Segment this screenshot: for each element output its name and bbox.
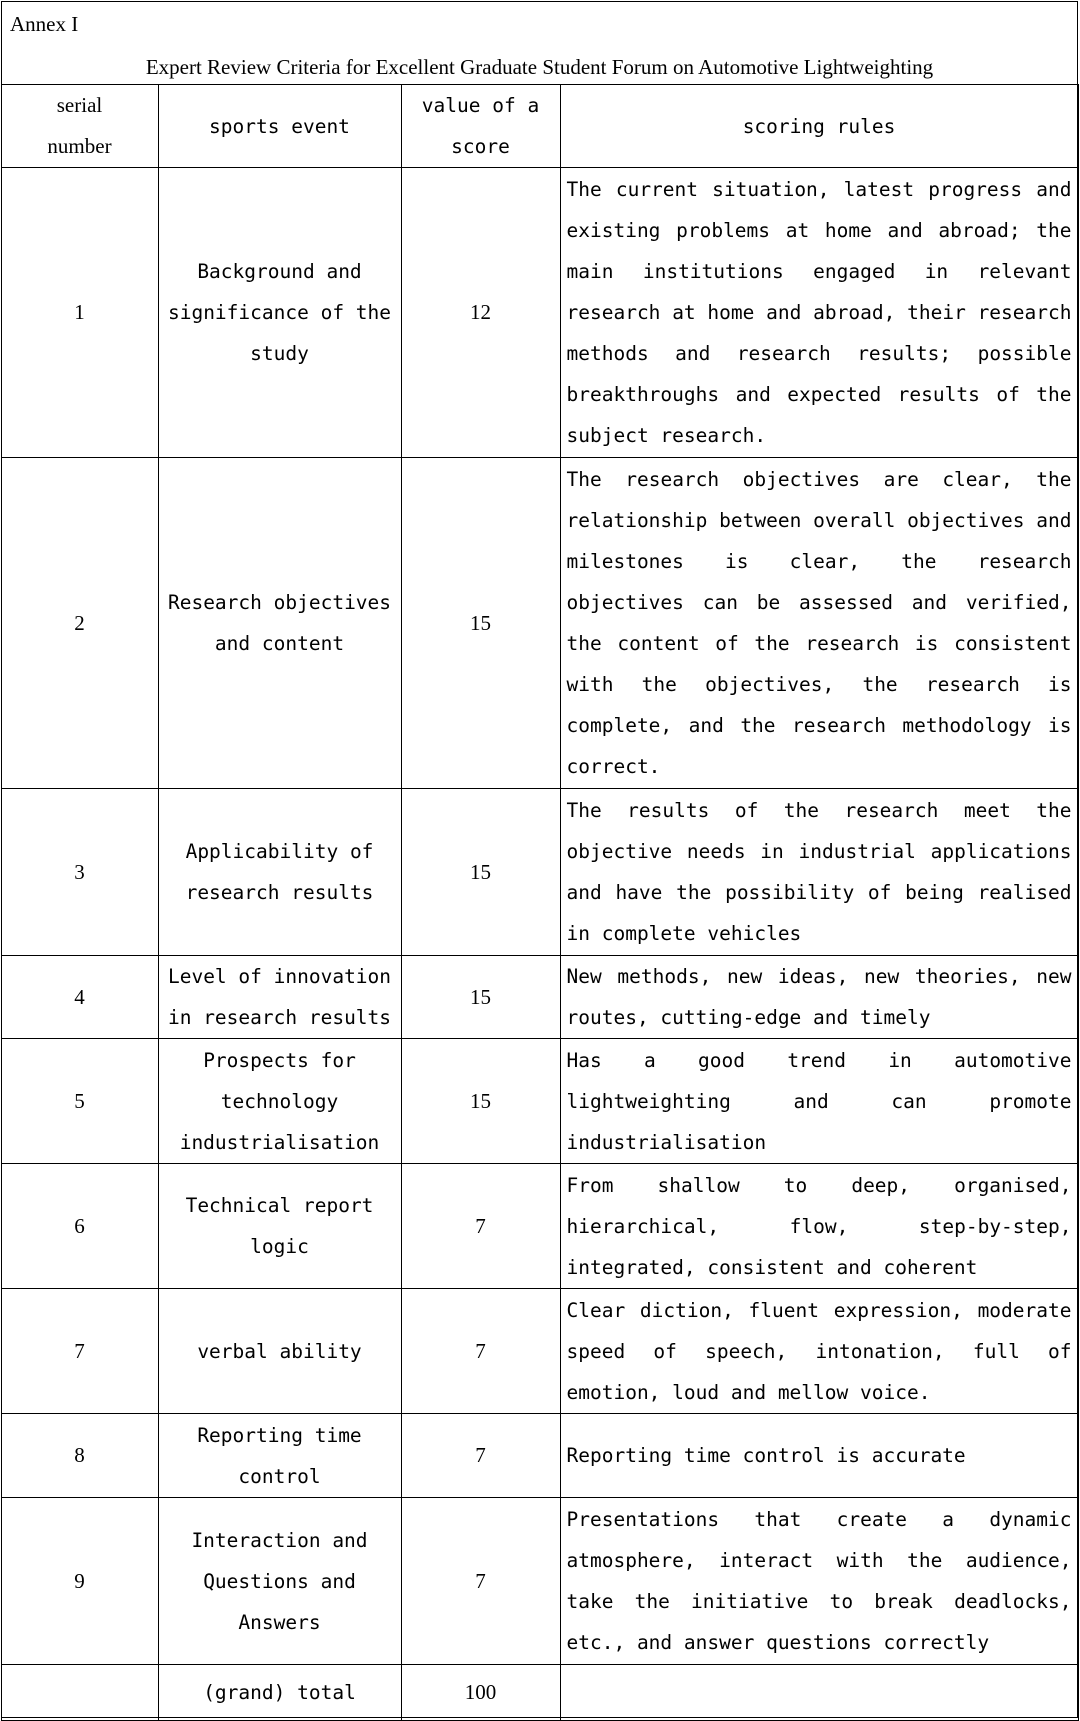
serial-cell: 9 [1, 1498, 158, 1665]
rules-cell: Clear diction, fluent expression, moderate speed of speech, intonation, full of emotion, loud and mellow voice. [560, 1289, 1078, 1414]
rules-cell: Presentations that create a dynamic atmosphere, interact with the audience, take the initiative to break deadlocks, etc., and answer questions correctly [560, 1498, 1078, 1665]
total-row [1, 1665, 1078, 1721]
rules-cell: New methods, new ideas, new theories, new routes, cutting-edge and timely [560, 956, 1078, 1039]
header-serial-line1: serial [56, 93, 103, 117]
serial-cell: 6 [1, 1164, 158, 1289]
score-cell: 15 [401, 1039, 560, 1164]
header-serial-number [1, 85, 158, 168]
table-row [1, 1039, 1078, 1164]
document-page [1, 1, 1078, 1718]
score-cell: 7 [401, 1164, 560, 1289]
event-cell: Applicability of research results [158, 789, 401, 956]
serial-cell: 2 [1, 458, 158, 789]
annex-label: Annex I [10, 12, 79, 36]
rules-cell: The current situation, latest progress and existing problems at home and abroad; the main institutions engaged in relevant research at home and abroad, their research methods and research results; possible breakthroughs and expected results of the subject research. [560, 168, 1078, 458]
event-cell: verbal ability [158, 1289, 401, 1414]
event-cell: Reporting time control [158, 1414, 401, 1498]
header-sports-event: sports event [158, 85, 401, 168]
event-cell: Prospects for technology industrialisation [158, 1039, 401, 1164]
score-cell: 15 [401, 956, 560, 1039]
header-value-of-score [401, 85, 560, 168]
header-serial-line2: number [47, 134, 112, 158]
event-cell: Interaction and Questions and Answers [158, 1498, 401, 1665]
table-row [1, 1289, 1078, 1414]
serial-cell: 8 [1, 1414, 158, 1498]
serial-cell: 3 [1, 789, 158, 956]
serial-cell: 1 [1, 168, 158, 458]
score-cell: 7 [401, 1414, 560, 1498]
rules-cell: The research objectives are clear, the relationship between overall objectives and milestones is clear, the research objectives can be assessed and verified, the content of the research is consistent with the objectives, the research is complete, and the research methodology is correct. [560, 458, 1078, 789]
header-value-line1: value of a [421, 94, 540, 117]
score-cell: 12 [401, 168, 560, 458]
table-row [1, 789, 1078, 956]
event-cell: Technical report logic [158, 1164, 401, 1289]
total-score-cell: 100 [401, 1665, 560, 1721]
table-row [1, 1498, 1078, 1665]
table-header-row [1, 85, 1078, 168]
rules-cell: From shallow to deep, organised, hierarchical, flow, step-by-step, integrated, consistent and coherent [560, 1164, 1078, 1289]
event-cell: Background and significance of the study [158, 168, 401, 458]
score-cell: 15 [401, 789, 560, 956]
header-value-line2: score [451, 135, 510, 158]
rules-cell: Reporting time control is accurate [560, 1414, 1078, 1498]
score-cell: 7 [401, 1289, 560, 1414]
table-row [1, 956, 1078, 1039]
serial-cell: 4 [1, 956, 158, 1039]
score-cell: 15 [401, 458, 560, 789]
event-cell: Level of innovation in research results [158, 956, 401, 1039]
table-row [1, 168, 1078, 458]
event-cell: Research objectives and content [158, 458, 401, 789]
page-title: Expert Review Criteria for Excellent Graduate Student Forum on Automotive Lightweighting [145, 55, 934, 79]
serial-cell: 5 [1, 1039, 158, 1164]
rules-cell: The results of the research meet the objective needs in industrial applications and have the possibility of being realised in complete vehicles [560, 789, 1078, 956]
header-scoring-rules: scoring rules [560, 85, 1078, 168]
total-rules-cell [560, 1665, 1078, 1721]
rules-cell: Has a good trend in automotive lightweighting and can promote industrialisation [560, 1039, 1078, 1164]
total-serial-cell [1, 1665, 158, 1721]
total-label-cell: (grand) total [158, 1665, 401, 1721]
score-cell: 7 [401, 1498, 560, 1665]
table-row [1, 458, 1078, 789]
serial-cell: 7 [1, 1289, 158, 1414]
criteria-table [1, 84, 1079, 1721]
table-row [1, 1414, 1078, 1498]
table-row [1, 1164, 1078, 1289]
